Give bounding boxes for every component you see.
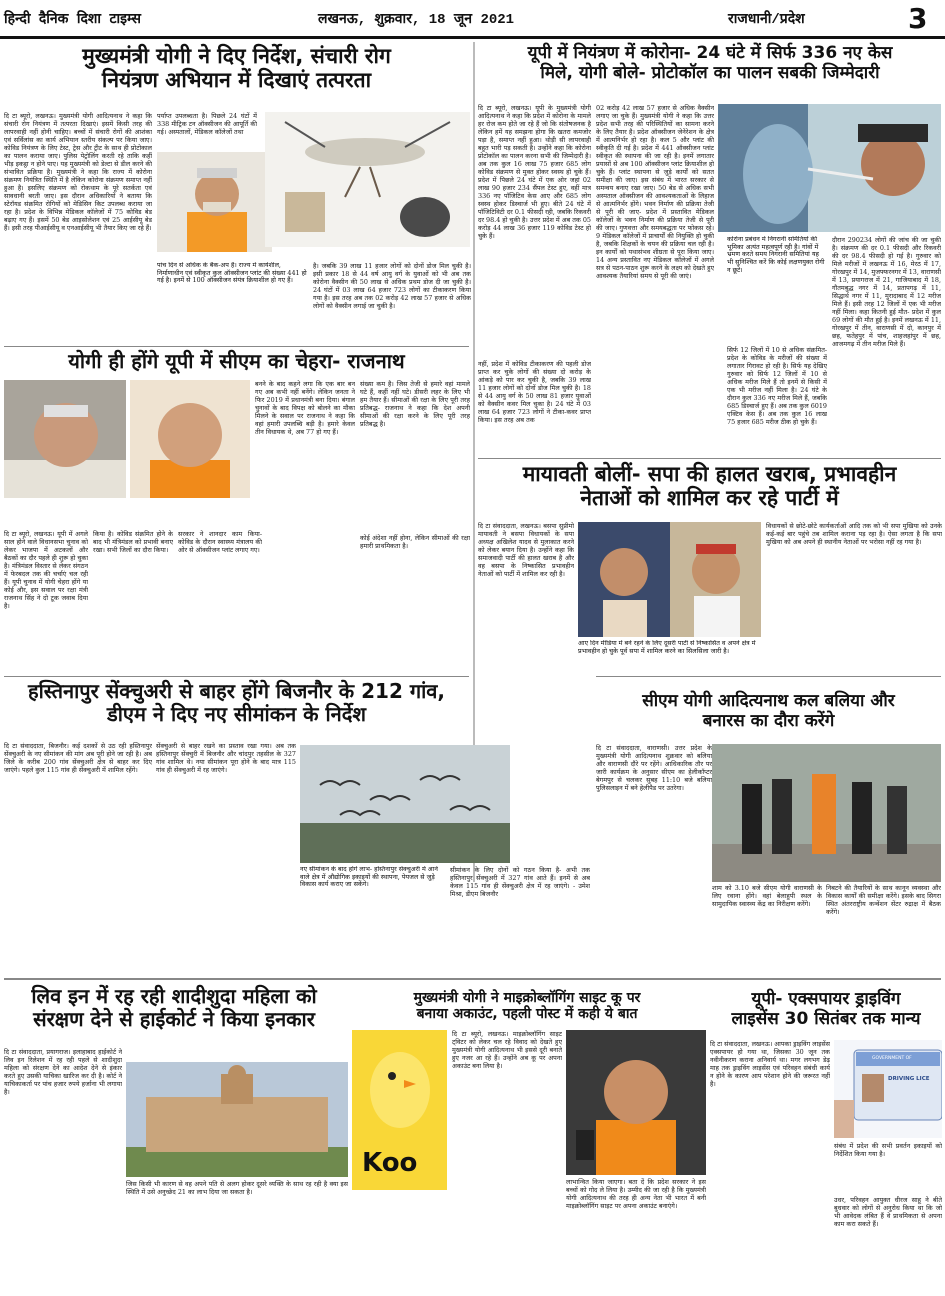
story6-column-1: दि टा संवाददाता, वाराणसी। उत्तर प्रदेश के मुख्यमंत्री योगी आदित्यनाथ शुक्रवार को बलिया और वाराणसी दौरे पर रहेंगे। आधिकारिक तौर पर जारी कार्यक्रम के अनुसार सीएम का हेलीकॉप्टर बेगमपुर से चलकर सुबह 11:10 बजे बलिया पुलिसलाइन में बने हेलीपैड पर उतरेगा। <box>596 744 712 792</box>
story3-photo-rajnath <box>4 380 126 498</box>
story9-column-2: संबंध में प्रदेश की सभी प्रवर्तन इकाइयों को निर्देशित किया गया है। <box>834 1142 942 1158</box>
story6-top-rule <box>596 676 941 677</box>
story3-column-3: सरकार ने शानदार काम किया- कोविड के दौरान स्वास्थ्य मंत्रालय की ओर से ऑक्सीजन प्लांट लगाए गए। <box>178 530 262 554</box>
story2-column-2: नहीं, प्रदेश में कोविड टीकाकरण की पहली डोज प्राप्त कर चुके लोगों की संख्या दो करोड़ के आंकड़े को पार कर चुकी है, जबकि 39 लाख 11 हजार लोगों को दोनों डोज मिल चुकी है। 18 से 44 आयु वर्ग के 50 लाख 81 हजार युवाओं को वैक्सीन कवर मिल चुका है। 24 घंटे में 03 लाख 64 हजार 723 लोगों ने टीका-कवर प्राप्त किया। इस तरह अब तक <box>478 360 591 424</box>
story4-column-2: विधायकों से छोटे-छोटे कार्यकर्ताओं आदि तक को भी सपा मुखिया को उनके कई-कई बार पहुंचे तब शामिल कराना पड़ रहा है। ऐसा लगता है कि सपा मुखिया को अब अपने ही स्थानीय नेताओं पर भरोसा नहीं रह गया है। <box>766 522 942 546</box>
story7-column-1: दि टा संवाददाता, प्रयागराज। इलाहाबाद हाईकोर्ट ने लिव इन रिलेशन में रह रही पहले से शादीशुदा महिला को संरक्षण देने का आदेश देने से इंकार करते हुए उसकी याचिका खारिज कर दी है। कोर्ट ने याचिकाकर्ता पर पांच हजार रुपये हर्जाना भी लगाया है। <box>4 1048 122 1096</box>
story2-photo-caption: कोरोना प्रबंधन में निगरानी समितियों की भूमिका अत्यंत महत्वपूर्ण रही है। गांवों में भ्रमण करते समय निगरानी समितियां यह भी सुनिश्चित करें कि कोई लक्षणयुक्त रोगी न छूटे। <box>727 236 825 274</box>
story5-top-rule <box>4 676 469 677</box>
story1-column-2: पर्याप्त उपलब्धता है। पिछले 24 घंटों में 338 मीट्रिक टन ऑक्सीजन की आपूर्ति की गई। अस्पतालों, मेडिकल कॉलेजों तथा <box>157 112 257 136</box>
story3-top-rule <box>4 346 469 347</box>
story8-headline: मुख्यमंत्री योगी ने माइक्रोब्लॉगिंग साइट कू पर बनाया अकाउंट, पहली पोस्ट में कही ये बात <box>413 990 641 1023</box>
story4-photo-caption: आए दिन मीडिया में बने रहने के लिए दूसरी पार्टी से निष्कासित व अपने क्षेत्र में प्रभावहीन हो चुके पूर्व सपा में शामिल करने का सिलसिला जारी है। <box>578 640 756 655</box>
story6-photo-cm-visit <box>712 744 941 882</box>
story9-license-photo <box>834 1040 942 1138</box>
story4-top-rule <box>478 458 941 459</box>
masthead-rule <box>0 36 945 39</box>
story5-photo-birds <box>300 745 510 863</box>
story8-column-2: लाभान्वित किया जाएगा। बता दें कि प्रदेश सरकार ने इस बच्चों को गोद ले लिया है। उम्मीद की जा रही है कि मुख्यमंत्री योगी आदित्यनाथ की तरह ही अन्य नेता भी भारत में बनी माइक्रोब्लॉगिंग साइट पर अपना अकाउंट बनाएंगे। <box>566 1178 706 1210</box>
story7-headline: लिव इन में रह रही शादीशुदा महिला को संरक्षण देने से हाईकोर्ट ने किया इनकार <box>31 984 317 1031</box>
story6-column-2: शाम को 3.10 बजे सीएम योगी वाराणसी के लिए रवाना होंगे। वहां बेलाहुपी स्थल के सामुदायिक स्वास्थ्य केंद्र का निरीक्षण करेंगे। <box>712 884 822 908</box>
story3-column-2: किया है। कोविड संक्रमित होने के बाद भी मंत्रिमंडल को प्रभावी बनाए रखा। सभी जिलों का दौरा किया। <box>93 530 173 554</box>
story8-column-1: दि टा ब्यूरो, लखनऊ। माइक्रोब्लॉगिंग साइट ट्विटर को लेकर चल रहे विवाद को देखते हुए मुख्यमंत्री योगी आदित्यनाथ भी इससे दूरी बनाते हुए नजर आ रहे हैं। उन्होंने अब कू पर अपना अकाउंट बना लिया है। <box>452 1030 562 1070</box>
story9-headline: यूपी- एक्सपायर ड्राइविंग लाइसेंस 30 सितंबर तक मान्य <box>731 989 921 1029</box>
story3-column-4: कोई अंदेशा नहीं होना, लेकिन सीमाओं की रक्षा हमारी प्राथमिकता है। <box>360 534 470 550</box>
story2-column-5: दौरान 290234 लोगों की जांच की जा चुकी है। संक्रमण की दर 0.1 फीसदी और रिकवरी की दर 98.4 फीसदी हो गई है। गुरुवार को मिले मरीजों में लखनऊ में 16, मेरठ में 17, गोरखपुर में 14, मुजफ्फरनगर में 13, वाराणसी में 13, प्रयागराज में 21, गाजियाबाद में 18, गौतमबुद्ध नगर में 14, प्रतापगढ़ में 11, सिद्धार्थ नगर में 11, मुरादाबाद में 12 मरीज मिले हैं। इसी तरह 12 जिलों में एक भी मरीज नहीं मिला। कहा कितनी हुई मौत- प्रदेश में कुल 69 लोगों की मौत हुई है। इनमें लखनऊ में 11, गोरखपुर में तीन, वाराणसी में दो, कानपुर में छह, फतेहपुर में पांच, शाहजहांपुर में छह, आजमगढ़ में तीन मरीज मिले हैं। <box>832 236 941 348</box>
story4-column-1: दि टा संवाददाता, लखनऊ। बसपा सुप्रीमो मायावती ने बसपा विधायकों के सपा अध्यक्ष अखिलेश यादव से मुलाकात करने को लेकर बयान दिया है। उन्होंने कहा कि समाजवादी पार्टी की हालत खराब है और वह बसपा के निष्कासित प्रभावहीन नेताओं को पार्टी में शामिल कर रही है। <box>478 522 574 578</box>
story1-column-3: है। जबकि 39 लाख 11 हजार लोगों को दोनों डोज मिल चुकी है। इसी प्रकार 18 से 44 वर्ष आयु वर्ग के युवाओं को भी अब तक कोरोना वैक्सीन की 50 लाख से अधिक प्रथम डोज दी जा चुकी है। 24 घंटों में 03 लाख 64 हजार 723 लोगों का टीकाकरण किया गया है। इस तरह अब तक 02 करोड़ 42 लाख 57 हजार से अधिक लोगों को वैक्सीन लगाई जा चुकी है। <box>313 262 471 310</box>
story5-column-2: सेंक्चुअरी से बाहर रखने का प्रस्ताव रखा गया। अब तक हस्तिनापुर सेंक्चुरी में बिजनौर और चांदपुर तहसील के 327 गांव शामिल थे। नया सीमांकन पूरा होने के बाद मात्र 115 गांव ही सेंक्चुअरी में रह जाएंगे। <box>156 742 296 774</box>
story3-column-top-1: बनने के बाद कहने लगा कि एक बार बन गए अब कभी नहीं बनेंगे। लेकिन जनता ने फिर 2019 में प्रधानमंत्री बना दिया। बंगाल चुनावों के बाद विपक्ष को बोलने का मौका मिलने के सवाल पर राजनाथ ने कहा कि वहां हमारी उपलब्धि बड़ी है। हमारे केवल तीन विधायक थे, अब 77 हो गए हैं। <box>255 380 355 436</box>
story6-column-3: निबटने की तैयारियों के साथ कानून व्यवस्था और विकास कार्यों की समीक्षा करेंगे। इसके बाद सिगरा स्थित अंतरराष्ट्रीय कन्वेंशन सेंटर रुद्राक्ष में बैठक करेंगे। <box>826 884 941 916</box>
masthead <box>0 0 945 40</box>
story4-photo-leaders <box>578 522 761 637</box>
story8-koo-logo <box>352 1030 447 1190</box>
story4-headline: मायावती बोलीं- सपा की हालत खराब, प्रभावहीन नेताओं को शामिल कर रहे पार्टी में <box>522 462 897 511</box>
story1-photo-mosquito <box>265 112 470 247</box>
koo-text: Koo <box>362 1148 418 1178</box>
story2-column-3: 02 करोड़ 42 लाख 57 हजार से अधिक वैक्सीन लगाए जा चुके हैं। मुख्यमंत्री योगी ने कहा कि उत्तर प्रदेश सभी तरह की परिस्थितियों का सामना करने के लिए तैयार है। प्रदेश ऑक्सीजन जेनेरेशन के क्षेत्र में आत्मनिर्भर हो रहा है। कल 5 और प्लांट की स्वीकृति दी गई है। प्रदेश में 441 ऑक्सीजन प्लांट स्वीकृत की स्थापना की जा रही है। इनमें लगातार प्रयासों से अब 100 ऑक्सीजन प्लांट क्रियाशील हो चुके हैं। प्लांट स्थापना से जुड़े कार्यों को सतत समीक्षा की जाए। इस संबंध में भारत सरकार से समन्वय बनाए रखा जाए। 50 बेड से अधिक सभी अस्पताल ऑक्सीजन की आवश्यकताओं के लिहाज से आत्मनिर्भर होंगे। भवन निर्माण की प्रक्रिया तेजी से पूरी की जाए- प्रदेश में प्रस्तावित मेडिकल कॉलेजों के भवन निर्माण की प्रक्रिया तेजी से पूरी की जाए। गुणवत्ता और समयबद्धता पर फोकस रहे। 9 मेडिकल कॉलेजों में प्राचार्यों की नियुक्ति हो चुकी है, जबकि शिक्षकों के चयन की प्रक्रिया चल रही है। इन कार्यों को यथासंभव शीघ्रता से पूरा किया जाए। 14 अन्य प्रस्तावित नए मेडिकल कॉलेजों में अगले सत्र से पठन-पाठन शुरू करने के लक्ष्य को देखते हुए आवश्यक तैयारियां समय से पूरी की जाएं। <box>596 104 714 280</box>
story3-column-top-2: संख्या कम है। जिस तेजी से हमारे वहां मामले घटे हैं, कहीं नहीं घटे। डीसरी लहर के लिए भी हम तैयार हैं। सीमाओं की रक्षा के लिए पूरी तरह प्रतिबद्ध- राजनाथ ने कहा कि देश अपनी सीमाओं की रक्षा करने के लिए पूरी तरह प्रतिबद्ध है। <box>360 380 470 428</box>
story8-photo-yogi <box>566 1030 706 1175</box>
dateline: लखनऊ, शुक्रवार, 18 जून 2021 <box>318 12 515 28</box>
story7-top-rule <box>4 978 941 980</box>
story6-headline: सीएम योगी आदित्यनाथ कल बलिया और बनारस का दौरा करेंगे <box>642 691 895 731</box>
story1-headline: मुख्यमंत्री योगी ने दिए निर्देश, संचारी रोग नियंत्रण अभियान में दिखाएं तत्परता <box>82 44 391 93</box>
page-number: 3 <box>908 2 928 35</box>
story2-photo-test <box>718 104 941 232</box>
story5-headline: हस्तिनापुर सेंक्चुअरी से बाहर होंगे बिजनौर के 212 गांव, डीएम ने दिए नए सीमांकन के निर्देश <box>28 679 445 726</box>
license-label-text: DRIVING LICE <box>888 1076 930 1082</box>
license-gov-text: GOVERNMENT OF <box>872 1056 912 1061</box>
story1-photo-caption: पांच दिन से अधिक के बैक-अप है। राज्य में कार्यशील, निर्माणाधीन एवं स्वीकृत कुल ऑक्सीजन प्लांट की संख्या 441 हो गई है। इनमें से 100 ऑक्सीजन संयंत्र क्रियाशील हो गए हैं। <box>157 262 307 285</box>
story5-column-1: दि टा संवाददाता, बिजनौर। कई दशकों से उठ रही हस्तिनापुर सेंक्चुअरी के नए सीमांकन की मांग अब पूरी होने जा रही है। अब जिले के करीब 200 गांव सेंक्चुअरी क्षेत्र से बाहर कर दिए जाएंगे। पहले कुल 115 गांव ही सेंक्चुअरी में शामिल रहेंगे। <box>4 742 152 774</box>
story2-headline: यूपी में नियंत्रण में कोरोना- 24 घंटे में सिर्फ 336 नए केस मिले, योगी बोले- प्रोटोकॉल का पालन सबकी जिम्मेदारी <box>527 43 893 83</box>
story9-column-1: दि टा संवाददाता, लखनऊ। आपका ड्राइविंग लाइसेंस एक्सपायर हो गया था, जिसका 30 जून तक नवीनीकरण कराना अनिवार्य था। मगर लगभग डेढ़ माह तक ड्राइविंग लाइसेंस एवं परिवहन संबंधी कार्य न होने के कारण आप परेशान होने की जरूरत नहीं है। <box>710 1040 830 1088</box>
paper-name: हिन्दी दैनिक दिशा टाइम्स <box>4 12 142 28</box>
story7-photo-highcourt <box>126 1062 348 1177</box>
story1-column-1: दि टा ब्यूरो, लखनऊ। मुख्यमंत्री योगी आदित्यनाथ ने कहा कि संचारी रोग नियंत्रण में तत्परता दिखाएं। इसमें किसी तरह की लापरवाही नहीं होनी चाहिए। बच्चों में संचारी रोगों की आशंका एवं सर्विलांस का कार्य अभियान स्तरीय संकल्प पर किया जाए। कोविड नियंत्रण के लिए टेस्ट, ट्रेस और ट्रीट के साथ ही प्रोटोकाल का पालन कराया जाए। पुलिस पेट्रोलिंग करती रहे ताकि कहीं भीड़ इकट्ठा न होने पाए। यह मुख्यमंत्री को डेल्टा से डील करने की संभावित प्रक्रिया है। मुख्यमंत्री ने कहा कि राज्य में कोरोना संक्रमण नियंत्रित स्थिति में है लेकिन कोरोना संक्रमण समाप्त नहीं हुआ है। इसलिए संक्रमण को रोकथाम के पूरे सतर्कता एवं सावधानी बरती जाए। इस दौरान अधिकारियों ने बताया कि स्टेरॉयड संक्रमित रोगियों को मेडिसिन किट उपलब्ध कराया जा रहा है। प्रदेश के विभिन्न मेडिकल कॉलेजों में 75 कोविड बेड बढ़ाए गए हैं। इसमें 50 बेड आइसोलेशन एवं 25 आईसीयू बेड हैं। इसी तरह पीआईसीयू व एनआईसीयू भी तैयार किए जा रहे हैं। <box>4 112 152 232</box>
story5-column-3: सीमांकन के लिए दोनों को गठन किया है- अभी तक हस्तिनापुर सेंक्चुअरी में 327 गांव आते हैं। इनमें से अब केवल 115 गांव ही सेंक्चुअरी क्षेत्र में रह जाएंगे। - उमेश मिश्रा, डीएम बिजनौर <box>450 866 590 898</box>
story3-column-1: दि टा ब्यूरो, लखनऊ। यूपी में अगले साल होने वाले विधानसभा चुनाव को लेकर भाजपा में अटकलों और बैठकों का दौर पहले ही शुरू हो चुका है। मंत्रिमंडल विस्तार से लेकर संगठन में फेरबदल तक की चर्चाएं चल रही हैं। यूपी चुनाव में योगी चेहरा होंगे या कोई और, इस सवाल पर रक्षा मंत्री राजनाथ सिंह ने दो टूक जवाब दिया है। <box>4 530 88 610</box>
story3-headline: योगी ही होंगे यूपी में सीएम का चेहरा- राजनाथ <box>68 349 405 373</box>
story3-photo-yogi <box>130 380 250 498</box>
story1-photo-yogi <box>157 152 272 252</box>
story7-column-2: जिस किसी भी कारण से वह अपने पति से अलग होकर दूसरे व्यक्ति के साथ रह रही है क्या इस स्थिति में उसे अनुच्छेद 21 का लाभ दिया जा सकता है। <box>126 1180 348 1196</box>
story2-column-1: दि टा ब्यूरो, लखनऊ। यूपी के मुख्यमंत्री योगी आदित्यनाथ ने कहा कि प्रदेश में कोरोना के मामले हर रोज कम होते जा रहे हैं जो कि संतोषजनक है लेकिन हमें यह समझना होगा कि खतरा कमजोर पड़ा है, समाप्त नहीं हुआ। थोड़ी सी लापरवाही बहुत भारी पड़ सकती है। उन्होंने कहा कि कोरोना प्रोटोकॉल का पालन करना सभी की जिम्मेदारी है। अब तक कुल 16 लाख 75 हजार 685 लोग कोविड संक्रमण से मुक्त होकर स्वस्थ हो चुके हैं। प्रदेश में पिछले 24 घंटे में एक ओर जहां 02 लाख 90 हजार 234 सैंपल टेस्ट हुए, वहीं मात्र 336 नए पॉजिटिव केस आए और 685 लोग स्वस्थ होकर डिस्चार्ज भी हुए। बीते 24 घंटे में पॉजिटिविटी दर 0.1 फीसदी रही, जबकि रिकवरी दर 98.4 हो चुकी है। उत्तर प्रदेश में अब तक 05 करोड़ 44 लाख 36 हजार 119 कोविड टेस्ट हो चुके हैं। <box>478 104 591 240</box>
story5-photo-caption: नए सीमांकन के बाद होंगे लाभ- हस्तिनापुर सेंक्चुअरी में आने वाले क्षेत्र में औद्योगिक इकाइयों की स्थापना, पेयजल से जुड़े विकास कार्य कराए जा सकेंगे। <box>300 866 438 889</box>
story9-column-3: उधर, परिवहन आयुक्त धीरज साहू ने बीते बुधवार को लोगों से अनुरोध किया था कि जो भी आवेदक लंबित हैं वे प्राथमिकता से अपना काम करा सकते हैं। <box>834 1196 942 1228</box>
story2-column-4: सिर्फ 12 जिलों में 10 से अधिक संक्रमित- प्रदेश के कोविड के मरीजों की संख्या में लगातार गिरावट हो रही है। सिर्फ यह देखिए गुरुवार को सिर्फ 12 जिलों में 10 से अधिक मरीज मिले हैं तो इनमें से किसी में एक भी मरीज नहीं मिला है। 24 घंटे के दौरान कुल 336 नए मरीज मिले हैं, जबकि 685 डिस्चार्ज हुए हैं। अब तक कुल 6019 एक्टिव केस हैं। अब तक कुल 16 लाख 75 हजार 685 मरीज ठीक हो चुके हैं। <box>727 346 827 426</box>
section-title: राजधानी/प्रदेश <box>728 12 805 28</box>
